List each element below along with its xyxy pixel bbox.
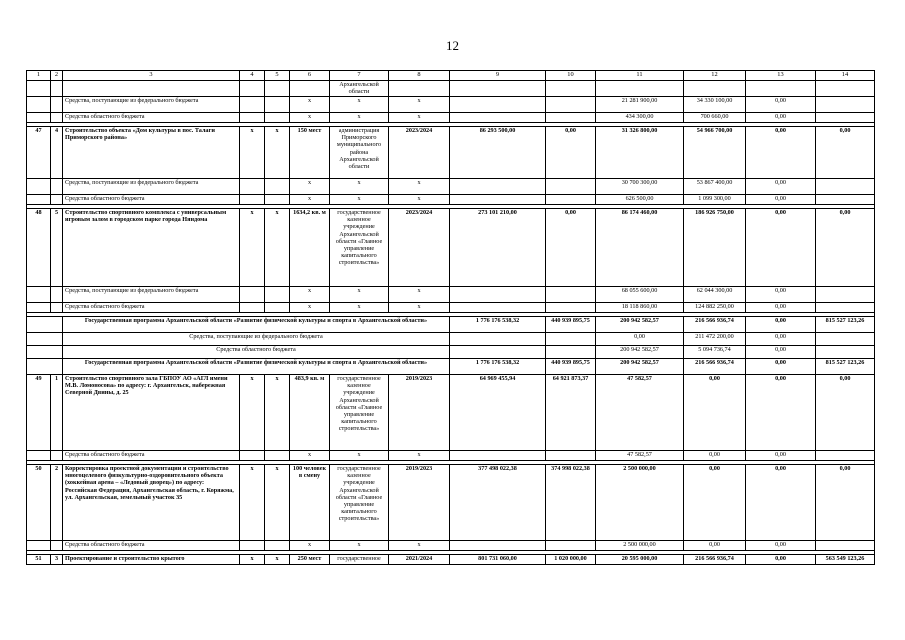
funding-row-federal bbox=[27, 97, 875, 113]
executor-cell: администрация Приморского муниципального района Архангельской области bbox=[330, 127, 389, 179]
cell: 0,00 bbox=[816, 465, 875, 541]
header-cell: 11 bbox=[596, 71, 684, 81]
cell: 68 055 600,00 bbox=[596, 287, 684, 303]
cell: х bbox=[330, 97, 389, 113]
cell: 0,00 bbox=[746, 346, 816, 359]
cell: х bbox=[389, 195, 450, 205]
cell: 0,00 bbox=[746, 209, 816, 287]
funding-label: Средства областного бюджета bbox=[63, 303, 240, 313]
cell: 0,00 bbox=[546, 127, 596, 179]
cell: х bbox=[330, 195, 389, 205]
cell: 0,00 bbox=[816, 375, 875, 451]
cell: 216 566 936,74 bbox=[684, 359, 746, 375]
cell: 0,00 bbox=[746, 127, 816, 179]
row-number: 51 bbox=[27, 555, 51, 565]
cell: х bbox=[290, 179, 330, 195]
cell: 626 500,00 bbox=[596, 195, 684, 205]
cell: х bbox=[389, 179, 450, 195]
cell: 200 942 582,57 bbox=[596, 359, 684, 375]
header-cell: 14 bbox=[816, 71, 875, 81]
object-name: Корректировка проектной документации и строительство многоцелевого физкультурно-оздоровительного объекта (хоккейная арена – «Ледовый дворец») по адресу: Российская Федерация, Архангельская область, г. Коряжма, ул. Архангельская, земельный участок 35 bbox=[63, 465, 240, 541]
cell: 0,00 bbox=[746, 375, 816, 451]
object-row bbox=[27, 209, 875, 287]
period-cell: 2019/2023 bbox=[389, 465, 450, 541]
capacity-cell: 1634,2 кв. м bbox=[290, 209, 330, 287]
cell: 200 942 582,57 bbox=[596, 317, 684, 333]
cell: х bbox=[265, 555, 290, 565]
program-total-row bbox=[27, 317, 875, 333]
cell: 1 099 300,00 bbox=[684, 195, 746, 205]
cell: х bbox=[240, 465, 265, 541]
header-cell: 13 bbox=[746, 71, 816, 81]
cell: х bbox=[290, 97, 330, 113]
header-cell: 8 bbox=[389, 71, 450, 81]
program-total-row bbox=[27, 359, 875, 375]
cell: х bbox=[240, 127, 265, 179]
cell: х bbox=[290, 195, 330, 205]
cell: х bbox=[265, 465, 290, 541]
object-row bbox=[27, 465, 875, 541]
cell: 0,00 bbox=[746, 317, 816, 333]
funding-label: Средства, поступающие из федерального бюджета bbox=[63, 287, 240, 303]
cell: 0,00 bbox=[684, 375, 746, 451]
row-subnumber: 4 bbox=[51, 127, 63, 179]
row-subnumber: 3 bbox=[51, 555, 63, 565]
funding-label: Средства, поступающие из федерального бюджета bbox=[63, 97, 240, 113]
cell: 54 966 700,00 bbox=[684, 127, 746, 179]
funding-row-regional bbox=[27, 346, 875, 359]
cell: х bbox=[240, 555, 265, 565]
funding-row-regional bbox=[27, 303, 875, 313]
cell: 0,00 bbox=[816, 127, 875, 179]
continuation-row bbox=[27, 81, 875, 97]
funding-row-regional bbox=[27, 541, 875, 551]
cell: 31 326 800,00 bbox=[596, 127, 684, 179]
header-cell: 2 bbox=[51, 71, 63, 81]
cell: х bbox=[389, 541, 450, 551]
cell: 0,00 bbox=[546, 209, 596, 287]
cell: х bbox=[389, 113, 450, 123]
header-cell: 7 bbox=[330, 71, 389, 81]
cell: 273 101 210,00 bbox=[450, 209, 546, 287]
cell: х bbox=[265, 127, 290, 179]
cell: х bbox=[330, 287, 389, 303]
funding-row-federal bbox=[27, 179, 875, 195]
header-cell: 5 bbox=[265, 71, 290, 81]
funding-row-regional bbox=[27, 451, 875, 461]
cell: 0,00 bbox=[746, 541, 816, 551]
header-row bbox=[27, 71, 875, 81]
funding-row-federal bbox=[27, 287, 875, 303]
executor-cell: государственное bbox=[330, 555, 389, 565]
cell: 18 118 860,00 bbox=[596, 303, 684, 313]
cell: х bbox=[290, 541, 330, 551]
period-cell: 2019/2023 bbox=[389, 375, 450, 451]
funding-label: Средства областного бюджета bbox=[63, 451, 240, 461]
cell: х bbox=[330, 303, 389, 313]
cell: х bbox=[330, 113, 389, 123]
executor-cell: государственное казенное учреждение Архангельской области «Главное управление капитального строительства» bbox=[330, 375, 389, 451]
cell: 86 174 460,00 bbox=[596, 209, 684, 287]
funding-row-regional bbox=[27, 113, 875, 123]
cell: 440 939 895,75 bbox=[546, 359, 596, 375]
cell: 5 094 736,74 bbox=[684, 346, 746, 359]
cell: 801 731 060,00 bbox=[450, 555, 546, 565]
header-cell: 1 bbox=[27, 71, 51, 81]
cell: 53 867 400,00 bbox=[684, 179, 746, 195]
capacity-cell: 100 человек в смену bbox=[290, 465, 330, 541]
object-row bbox=[27, 555, 875, 565]
funding-label: Средства областного бюджета bbox=[63, 541, 240, 551]
funding-label: Средства областного бюджета bbox=[63, 346, 450, 359]
cell: 64 921 873,37 bbox=[546, 375, 596, 451]
cell: 0,00 bbox=[746, 113, 816, 123]
cell: 0,00 bbox=[746, 451, 816, 461]
cell: 0,00 bbox=[684, 465, 746, 541]
cell: 563 549 123,26 bbox=[816, 555, 875, 565]
row-number: 47 bbox=[27, 127, 51, 179]
cell: 0,00 bbox=[596, 333, 684, 346]
cell: х bbox=[290, 113, 330, 123]
cell: 815 527 123,26 bbox=[816, 359, 875, 375]
header-cell: 12 bbox=[684, 71, 746, 81]
row-subnumber: 5 bbox=[51, 209, 63, 287]
capacity-cell: 250 мест bbox=[290, 555, 330, 565]
funding-label: Средства, поступающие из федерального бюджета bbox=[63, 179, 240, 195]
cell: х bbox=[265, 375, 290, 451]
cell: 0,00 bbox=[746, 195, 816, 205]
cell: 0,00 bbox=[746, 333, 816, 346]
funding-label: Средства областного бюджета bbox=[63, 195, 240, 205]
cell: х bbox=[290, 287, 330, 303]
cell: 1 776 176 538,32 bbox=[450, 359, 546, 375]
cell: 1 776 176 538,32 bbox=[450, 317, 546, 333]
period-cell: 2023/2024 bbox=[389, 209, 450, 287]
cell: 0,00 bbox=[746, 555, 816, 565]
cell: 0,00 bbox=[746, 179, 816, 195]
cell: 86 293 500,00 bbox=[450, 127, 546, 179]
cell: 0,00 bbox=[746, 97, 816, 113]
object-row bbox=[27, 127, 875, 179]
program-label: Государственная программа Архангельской области «Развитие физической культуры и спорта в Архангельской области» bbox=[63, 359, 450, 375]
cell: 377 498 022,38 bbox=[450, 465, 546, 541]
cell: х bbox=[265, 209, 290, 287]
row-subnumber: 2 bbox=[51, 465, 63, 541]
object-row bbox=[27, 375, 875, 451]
page-number: 12 bbox=[446, 38, 459, 53]
capacity-cell: 150 мест bbox=[290, 127, 330, 179]
cell: х bbox=[290, 451, 330, 461]
cell: х bbox=[330, 451, 389, 461]
cell: 0,00 bbox=[746, 303, 816, 313]
object-name: Строительство спортивного комплекса с универсальным игровым залом в городском парке города Няндома bbox=[63, 209, 240, 287]
cell: 815 527 123,26 bbox=[816, 317, 875, 333]
row-number: 50 bbox=[27, 465, 51, 541]
header-cell: 9 bbox=[450, 71, 546, 81]
cell: 0,00 bbox=[684, 541, 746, 551]
object-name: Строительство объекта «Дом культуры в пос. Талаги Приморского района» bbox=[63, 127, 240, 179]
header-cell: 6 bbox=[290, 71, 330, 81]
cell: 211 472 200,00 bbox=[684, 333, 746, 346]
funding-label: Средства областного бюджета bbox=[63, 113, 240, 123]
cell: 2 500 000,00 bbox=[596, 465, 684, 541]
cell: х bbox=[389, 97, 450, 113]
cell: 0,00 bbox=[816, 209, 875, 287]
row-subnumber: 1 bbox=[51, 375, 63, 451]
cell: 0,00 bbox=[746, 359, 816, 375]
cell: 21 281 900,00 bbox=[596, 97, 684, 113]
cell: х bbox=[389, 303, 450, 313]
funding-label: Средства, поступающие из федерального бюджета bbox=[63, 333, 450, 346]
capacity-cell: 483,9 кв. м bbox=[290, 375, 330, 451]
row-number: 48 bbox=[27, 209, 51, 287]
cell: 47 582,57 bbox=[596, 451, 684, 461]
cell: х bbox=[240, 209, 265, 287]
executor-cell: Архангельской области bbox=[330, 81, 389, 97]
cell: х bbox=[330, 179, 389, 195]
cell: 0,00 bbox=[684, 451, 746, 461]
row-number: 49 bbox=[27, 375, 51, 451]
cell: 0,00 bbox=[746, 287, 816, 303]
cell: х bbox=[389, 451, 450, 461]
cell: 47 582,57 bbox=[596, 375, 684, 451]
object-name: Проектирование и строительство крытого bbox=[63, 555, 240, 565]
header-cell: 3 bbox=[63, 71, 240, 81]
cell: 0,00 bbox=[746, 465, 816, 541]
cell: х bbox=[240, 375, 265, 451]
header-cell: 10 bbox=[546, 71, 596, 81]
cell: 124 882 250,00 bbox=[684, 303, 746, 313]
cell: х bbox=[290, 303, 330, 313]
cell: 62 044 300,00 bbox=[684, 287, 746, 303]
cell: 440 939 895,75 bbox=[546, 317, 596, 333]
executor-cell: государственное казенное учреждение Архангельской области «Главное управление капитального строительства» bbox=[330, 209, 389, 287]
cell: 20 595 000,00 bbox=[596, 555, 684, 565]
cell: 34 330 100,00 bbox=[684, 97, 746, 113]
cell: 64 969 455,94 bbox=[450, 375, 546, 451]
cell: 216 566 936,74 bbox=[684, 555, 746, 565]
cell: 700 660,00 bbox=[684, 113, 746, 123]
cell: 30 700 300,00 bbox=[596, 179, 684, 195]
executor-cell: государственное казенное учреждение Архангельской области «Главное управление капитального строительства» bbox=[330, 465, 389, 541]
cell: х bbox=[389, 287, 450, 303]
program-label: Государственная программа Архангельской области «Развитие физической культуры и спорта в Архангельской области» bbox=[63, 317, 450, 333]
period-cell: 2023/2024 bbox=[389, 127, 450, 179]
cell: 1 020 000,00 bbox=[546, 555, 596, 565]
period-cell: 2021/2024 bbox=[389, 555, 450, 565]
cell: 200 942 582,57 bbox=[596, 346, 684, 359]
object-name: Строительство спортивного зала ГБПОУ АО «АГЛ имени М.В. Ломоносова» по адресу: г. Архангельск, набережная Северной Двины, д. 25 bbox=[63, 375, 240, 451]
funding-row-federal bbox=[27, 333, 875, 346]
cell: 374 998 022,38 bbox=[546, 465, 596, 541]
funding-row-regional bbox=[27, 195, 875, 205]
cell: 2 500 000,00 bbox=[596, 541, 684, 551]
budget-table bbox=[26, 70, 875, 565]
cell: х bbox=[330, 541, 389, 551]
cell: 186 926 750,00 bbox=[684, 209, 746, 287]
cell: 434 300,00 bbox=[596, 113, 684, 123]
header-cell: 4 bbox=[240, 71, 265, 81]
cell: 216 566 936,74 bbox=[684, 317, 746, 333]
